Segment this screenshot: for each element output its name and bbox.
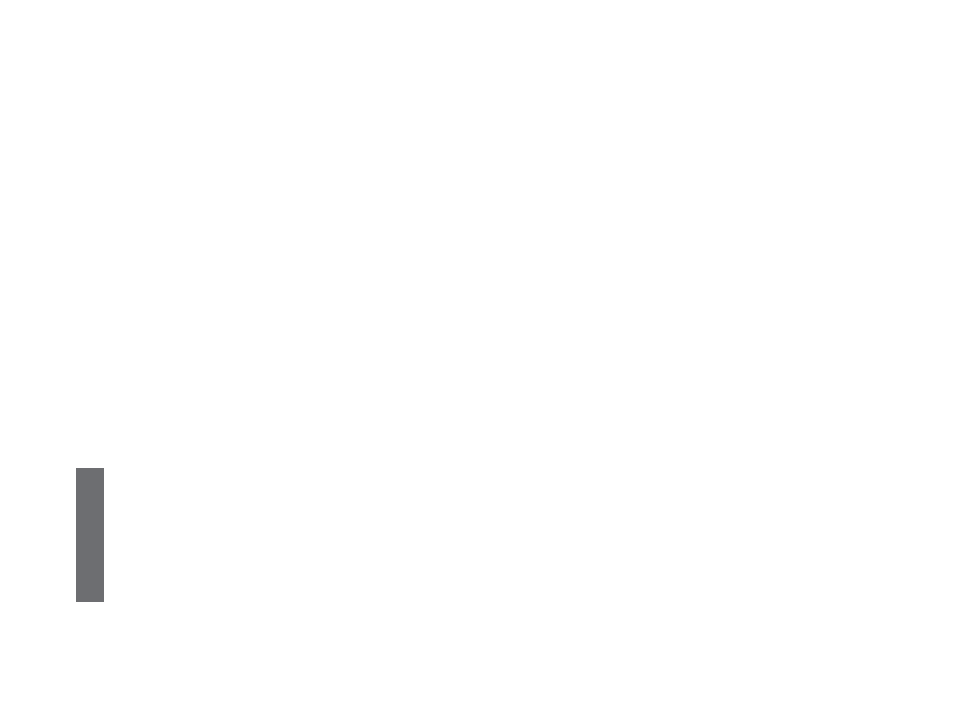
section-letter-o: [119, 193, 350, 215]
section-letter-p: [355, 154, 586, 176]
index-column-3: [610, 137, 841, 165]
section-letter-n: [119, 154, 350, 176]
section-letter-r: [610, 137, 841, 159]
index-column-2: [355, 137, 586, 182]
index-side-tab: [76, 468, 104, 602]
index-column-1: [119, 137, 350, 221]
